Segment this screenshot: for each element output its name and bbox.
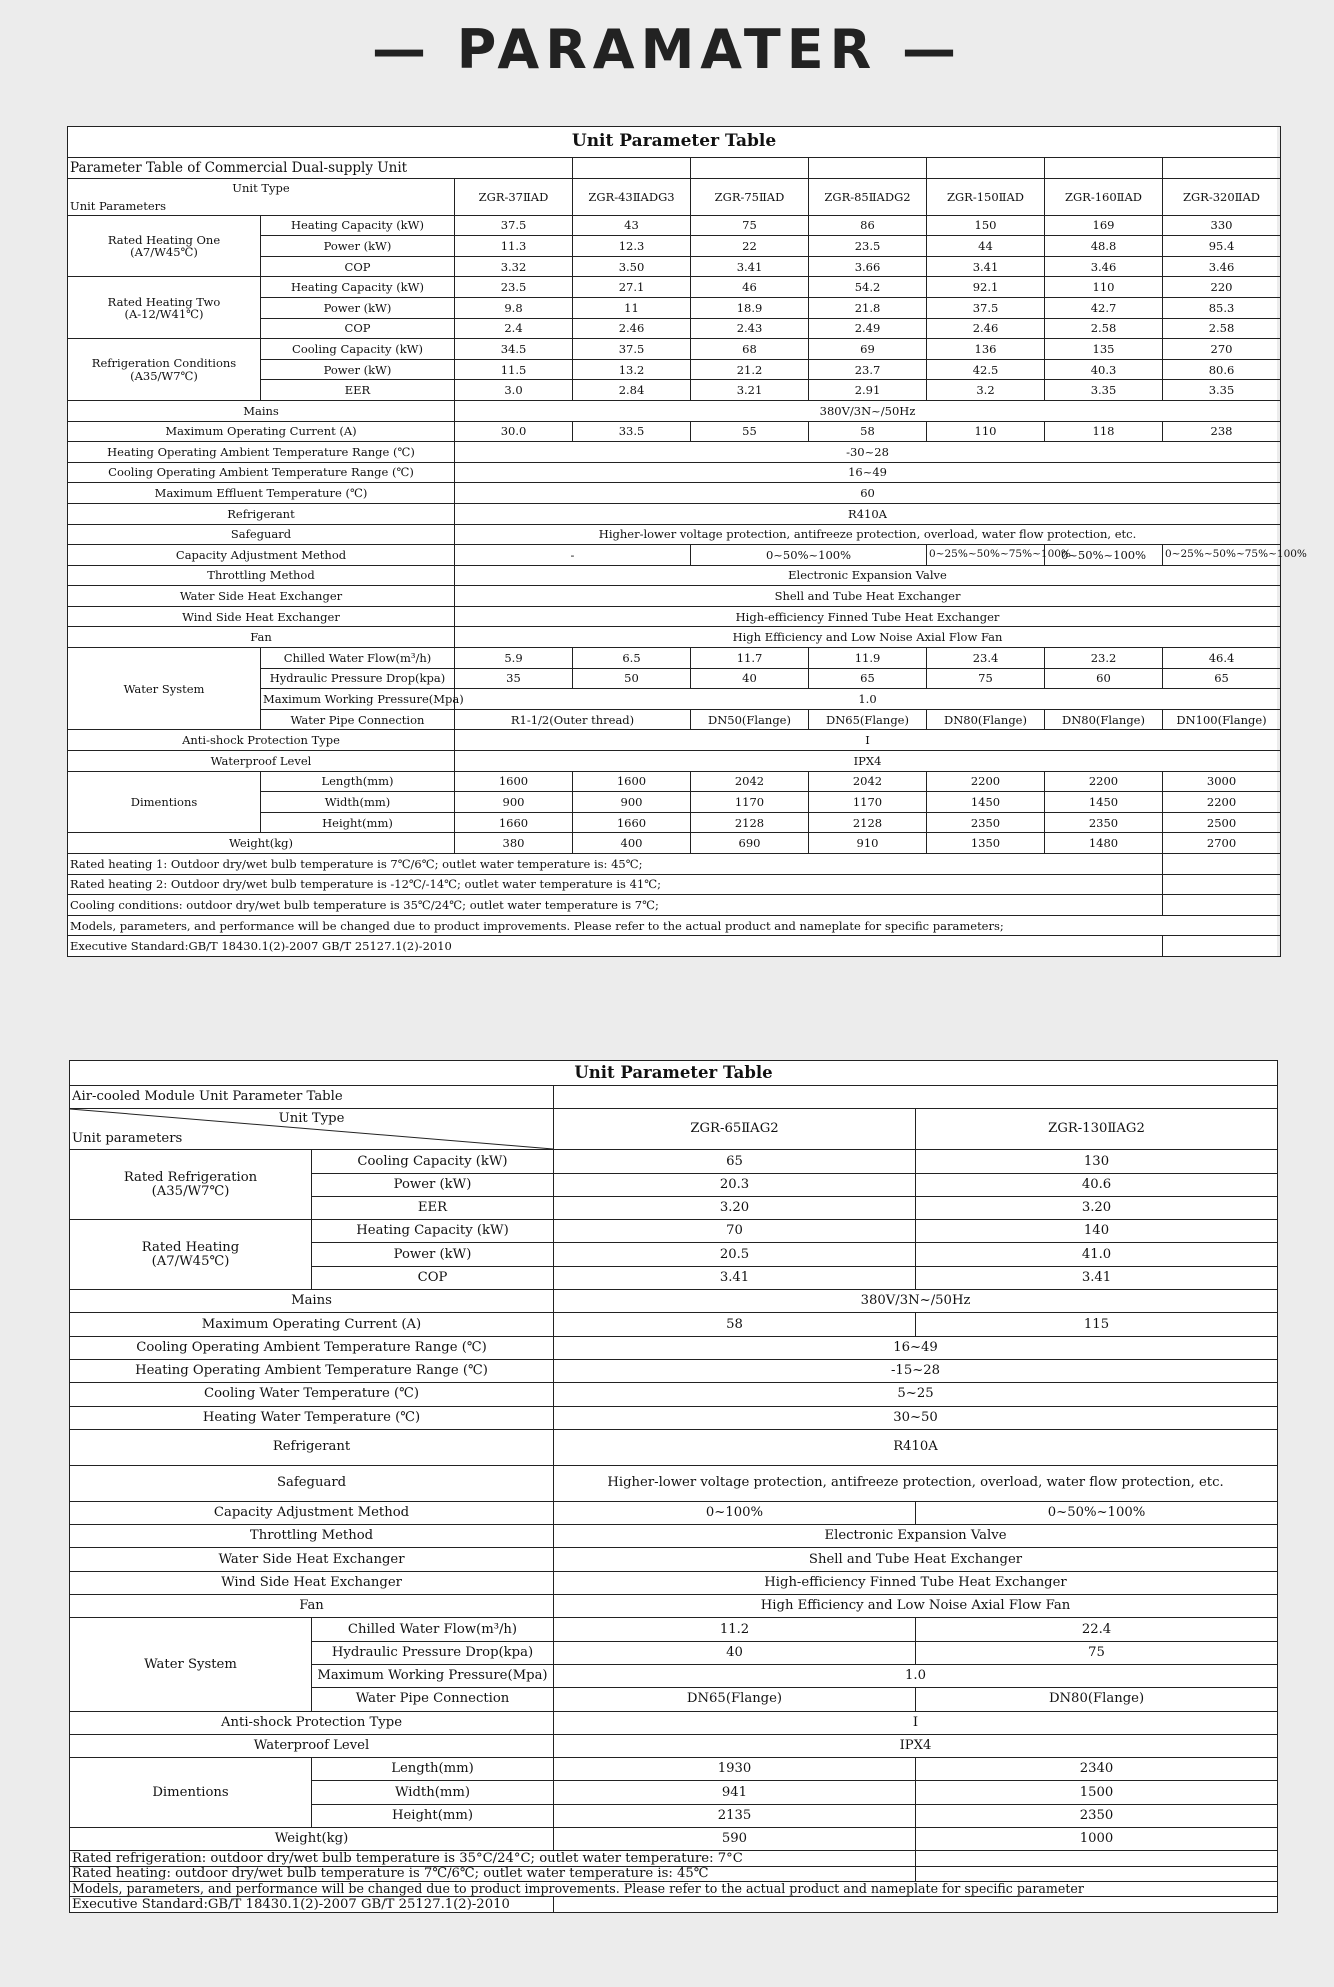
row-label: Width(mm) bbox=[312, 1781, 554, 1804]
value-cell: 3.66 bbox=[809, 256, 927, 277]
value-cell: 2.58 bbox=[1163, 318, 1281, 339]
value-cell: 35 bbox=[455, 668, 573, 689]
blank-cell bbox=[1163, 854, 1281, 875]
footnote: Rated heating 1: Outdoor dry/wet bulb temperature is 7℃/6℃; outlet water temperature is: 45℃; bbox=[68, 854, 1163, 875]
row-label: Cooling Capacity (kW) bbox=[312, 1150, 554, 1173]
value-cell: 2.84 bbox=[573, 380, 691, 401]
value-cell: 95.4 bbox=[1163, 236, 1281, 257]
value-cell: R410A bbox=[554, 1429, 1278, 1465]
value-cell: 23.2 bbox=[1045, 648, 1163, 669]
value-cell: 1350 bbox=[927, 833, 1045, 854]
value-cell: 3.35 bbox=[1163, 380, 1281, 401]
row-label: Water Pipe Connection bbox=[312, 1688, 554, 1711]
value-cell: 136 bbox=[927, 339, 1045, 360]
blank-cell bbox=[1163, 895, 1281, 916]
value-cell: 1000 bbox=[916, 1828, 1278, 1851]
row-label: Maximum Operating Current (A) bbox=[68, 421, 455, 442]
footnote: Models, parameters, and performance will be changed due to product improvements. Please refer to the actual product and nameplate for specific parameters; bbox=[68, 915, 1281, 936]
value-cell: 1660 bbox=[573, 812, 691, 833]
value-cell: 75 bbox=[916, 1641, 1278, 1664]
row-label: Waterproof Level bbox=[70, 1734, 554, 1757]
row-label: Capacity Adjustment Method bbox=[68, 545, 455, 566]
value-cell: 5.9 bbox=[455, 648, 573, 669]
row-label: EER bbox=[261, 380, 455, 401]
value-cell: 40.6 bbox=[916, 1173, 1278, 1196]
unit-type-label: Unit Type bbox=[232, 180, 290, 195]
row-label: Cooling Operating Ambient Temperature Range (℃) bbox=[70, 1336, 554, 1359]
value-cell: 3.32 bbox=[455, 256, 573, 277]
model-header: ZGR-43ⅡADG3 bbox=[573, 178, 691, 215]
value-cell: 900 bbox=[573, 792, 691, 813]
value-cell: 0~50%~100% bbox=[1045, 545, 1163, 566]
value-cell: 42.7 bbox=[1045, 297, 1163, 318]
row-label: Power (kW) bbox=[312, 1243, 554, 1266]
value-cell: 1.0 bbox=[554, 1664, 1278, 1687]
value-cell: Shell and Tube Heat Exchanger bbox=[455, 586, 1281, 607]
air-cooled-module-table bbox=[69, 1060, 1277, 1913]
value-cell: 85.3 bbox=[1163, 297, 1281, 318]
value-cell: 65 bbox=[809, 668, 927, 689]
value-cell: 58 bbox=[554, 1313, 916, 1336]
value-cell: I bbox=[455, 730, 1281, 751]
value-cell: 2500 bbox=[1163, 812, 1281, 833]
row-label: Power (kW) bbox=[312, 1173, 554, 1196]
value-cell: 11.5 bbox=[455, 359, 573, 380]
value-cell: 11 bbox=[573, 297, 691, 318]
row-label: Width(mm) bbox=[261, 792, 455, 813]
value-cell: 55 bbox=[691, 421, 809, 442]
model-header: ZGR-150ⅡAD bbox=[927, 178, 1045, 215]
value-cell: 3.41 bbox=[691, 256, 809, 277]
value-cell: 33.5 bbox=[573, 421, 691, 442]
value-cell: 910 bbox=[809, 833, 927, 854]
value-cell: 2200 bbox=[1163, 792, 1281, 813]
row-label: Water Side Heat Exchanger bbox=[70, 1548, 554, 1571]
value-cell: Electronic Expansion Valve bbox=[554, 1525, 1278, 1548]
value-cell: High-efficiency Finned Tube Heat Exchanger bbox=[554, 1571, 1278, 1594]
row-label: Length(mm) bbox=[261, 771, 455, 792]
value-cell: 42.5 bbox=[927, 359, 1045, 380]
value-cell: 12.3 bbox=[573, 236, 691, 257]
row-label: Safeguard bbox=[68, 524, 455, 545]
value-cell: DN100(Flange) bbox=[1163, 709, 1281, 730]
value-cell: Shell and Tube Heat Exchanger bbox=[554, 1548, 1278, 1571]
value-cell: 23.5 bbox=[455, 277, 573, 298]
table-subtitle: Parameter Table of Commercial Dual-supply Unit bbox=[68, 158, 573, 179]
value-cell: 1.0 bbox=[455, 689, 1281, 710]
value-cell: DN80(Flange) bbox=[916, 1688, 1278, 1711]
value-cell: 27.1 bbox=[573, 277, 691, 298]
row-label: Maximum Working Pressure(Mpa) bbox=[261, 689, 455, 710]
row-label: Safeguard bbox=[70, 1465, 554, 1501]
row-label: Fan bbox=[68, 627, 455, 648]
value-cell: 6.5 bbox=[573, 648, 691, 669]
value-cell: 0~50%~100% bbox=[916, 1501, 1278, 1524]
value-cell: - bbox=[455, 545, 691, 566]
value-cell: 2.49 bbox=[809, 318, 927, 339]
footnote: Executive Standard:GB/T 18430.1(2)-2007 GB/T 25127.1(2)-2010 bbox=[68, 936, 1163, 957]
unit-parameters-label: Unit parameters bbox=[72, 1131, 183, 1147]
row-label: Heating Operating Ambient Temperature Range (℃) bbox=[68, 442, 455, 463]
row-label: Weight(kg) bbox=[68, 833, 455, 854]
value-cell: 941 bbox=[554, 1781, 916, 1804]
value-cell: 1170 bbox=[691, 792, 809, 813]
value-cell: 69 bbox=[809, 339, 927, 360]
value-cell: 80.6 bbox=[1163, 359, 1281, 380]
value-cell: 5~25 bbox=[554, 1383, 1278, 1406]
row-label: Wind Side Heat Exchanger bbox=[68, 606, 455, 627]
row-label: Heating Operating Ambient Temperature Range (℃) bbox=[70, 1359, 554, 1382]
value-cell: 2.46 bbox=[573, 318, 691, 339]
row-label: Maximum Working Pressure(Mpa) bbox=[312, 1664, 554, 1687]
footnote: Executive Standard:GB/T 18430.1(2)-2007 GB/T 25127.1(2)-2010 bbox=[70, 1897, 554, 1912]
value-cell: 2350 bbox=[916, 1804, 1278, 1827]
value-cell: 3.41 bbox=[927, 256, 1045, 277]
row-label: Power (kW) bbox=[261, 359, 455, 380]
table-subtitle: Air-cooled Module Unit Parameter Table bbox=[70, 1086, 554, 1109]
row-label: Cooling Operating Ambient Temperature Range (℃) bbox=[68, 462, 455, 483]
value-cell: 169 bbox=[1045, 215, 1163, 236]
value-cell: 21.8 bbox=[809, 297, 927, 318]
value-cell: -30~28 bbox=[455, 442, 1281, 463]
blank-cell bbox=[554, 1897, 1278, 1912]
value-cell: 2700 bbox=[1163, 833, 1281, 854]
value-cell: 30~50 bbox=[554, 1406, 1278, 1429]
value-cell: 1930 bbox=[554, 1758, 916, 1781]
group-label: Dimentions bbox=[68, 771, 261, 833]
value-cell: 70 bbox=[554, 1220, 916, 1243]
value-cell: Higher-lower voltage protection, antifreeze protection, overload, water flow protection, etc. bbox=[455, 524, 1281, 545]
value-cell: R410A bbox=[455, 503, 1281, 524]
value-cell: High Efficiency and Low Noise Axial Flow Fan bbox=[455, 627, 1281, 648]
value-cell: 86 bbox=[809, 215, 927, 236]
value-cell: 41.0 bbox=[916, 1243, 1278, 1266]
value-cell: 1600 bbox=[573, 771, 691, 792]
table-caption: Unit Parameter Table bbox=[70, 1061, 1278, 1086]
value-cell: 65 bbox=[554, 1150, 916, 1173]
value-cell: 2135 bbox=[554, 1804, 916, 1827]
value-cell: 21.2 bbox=[691, 359, 809, 380]
value-cell: 2200 bbox=[1045, 771, 1163, 792]
value-cell: 2128 bbox=[809, 812, 927, 833]
value-cell: 1480 bbox=[1045, 833, 1163, 854]
value-cell: 1660 bbox=[455, 812, 573, 833]
value-cell: 0~50%~100% bbox=[691, 545, 927, 566]
group-label: Refrigeration Conditions (A35/W7℃) bbox=[68, 339, 261, 401]
value-cell: Higher-lower voltage protection, antifreeze protection, overload, water flow protection, etc. bbox=[554, 1465, 1278, 1501]
value-cell: DN50(Flange) bbox=[691, 709, 809, 730]
value-cell: 380V/3N~/50Hz bbox=[554, 1290, 1278, 1313]
value-cell: 13.2 bbox=[573, 359, 691, 380]
commercial-dual-supply-table bbox=[67, 126, 1307, 957]
value-cell: 2128 bbox=[691, 812, 809, 833]
value-cell: 3.20 bbox=[554, 1196, 916, 1219]
group-label: Rated Heating (A7/W45℃) bbox=[70, 1220, 312, 1290]
footnote: Cooling conditions: outdoor dry/wet bulb temperature is 35℃/24℃; outlet water temperature is 7℃; bbox=[68, 895, 1163, 916]
unit-parameters-label: Unit Parameters bbox=[70, 198, 167, 213]
row-label: Mains bbox=[70, 1290, 554, 1313]
row-label: Hydraulic Pressure Drop(kpa) bbox=[312, 1641, 554, 1664]
value-cell: 30.0 bbox=[455, 421, 573, 442]
blank-cell bbox=[1045, 158, 1163, 179]
value-cell: 115 bbox=[916, 1313, 1278, 1336]
blank-cell bbox=[573, 158, 691, 179]
row-label: Water Pipe Connection bbox=[261, 709, 455, 730]
blank-cell bbox=[1163, 874, 1281, 895]
value-cell: 43 bbox=[573, 215, 691, 236]
group-label: Rated Heating One (A7/W45℃) bbox=[68, 215, 261, 277]
value-cell: DN80(Flange) bbox=[927, 709, 1045, 730]
value-cell: 140 bbox=[916, 1220, 1278, 1243]
value-cell: 18.9 bbox=[691, 297, 809, 318]
value-cell: 11.9 bbox=[809, 648, 927, 669]
value-cell: 380 bbox=[455, 833, 573, 854]
row-label: COP bbox=[261, 256, 455, 277]
value-cell: DN65(Flange) bbox=[554, 1688, 916, 1711]
value-cell: 20.3 bbox=[554, 1173, 916, 1196]
group-label: Water System bbox=[68, 648, 261, 730]
value-cell: 2350 bbox=[927, 812, 1045, 833]
value-cell: 220 bbox=[1163, 277, 1281, 298]
value-cell: 690 bbox=[691, 833, 809, 854]
value-cell: 110 bbox=[927, 421, 1045, 442]
value-cell: 3.2 bbox=[927, 380, 1045, 401]
value-cell: 590 bbox=[554, 1828, 916, 1851]
value-cell: 3.21 bbox=[691, 380, 809, 401]
value-cell: 16~49 bbox=[554, 1336, 1278, 1359]
value-cell: -15~28 bbox=[554, 1359, 1278, 1382]
value-cell: Electronic Expansion Valve bbox=[455, 565, 1281, 586]
row-label: Height(mm) bbox=[312, 1804, 554, 1827]
parameter-table-1 bbox=[67, 126, 1307, 957]
value-cell: 22.4 bbox=[916, 1618, 1278, 1641]
blank-cell bbox=[554, 1086, 1278, 1109]
value-cell: 20.5 bbox=[554, 1243, 916, 1266]
row-label: Refrigerant bbox=[68, 503, 455, 524]
parameter-table-2 bbox=[69, 1060, 1278, 1913]
value-cell: 1450 bbox=[1045, 792, 1163, 813]
value-cell: 75 bbox=[691, 215, 809, 236]
value-cell: 3.35 bbox=[1045, 380, 1163, 401]
value-cell: 2340 bbox=[916, 1758, 1278, 1781]
value-cell: 11.2 bbox=[554, 1618, 916, 1641]
footnote: Rated refrigeration: outdoor dry/wet bulb temperature is 35°C/24°C; outlet water temperature: 7°C bbox=[70, 1851, 916, 1866]
row-label: Hydraulic Pressure Drop(kpa) bbox=[261, 668, 455, 689]
row-label: Mains bbox=[68, 400, 455, 421]
model-header: ZGR-130ⅡAG2 bbox=[916, 1109, 1278, 1150]
blank-cell bbox=[916, 1851, 1278, 1866]
footnote: Rated heating: outdoor dry/wet bulb temperature is 7℃/6℃; outlet water temperature is: 45℃ bbox=[70, 1866, 916, 1881]
row-label: Cooling Capacity (kW) bbox=[261, 339, 455, 360]
value-cell: 48.8 bbox=[1045, 236, 1163, 257]
value-cell: 2200 bbox=[927, 771, 1045, 792]
value-cell: 11.3 bbox=[455, 236, 573, 257]
blank-cell bbox=[916, 1866, 1278, 1881]
row-label: Power (kW) bbox=[261, 236, 455, 257]
value-cell: 1600 bbox=[455, 771, 573, 792]
value-cell: 0~25%~50%~75%~100% bbox=[1163, 545, 1281, 566]
blank-cell bbox=[1163, 158, 1281, 179]
value-cell: IPX4 bbox=[554, 1734, 1278, 1757]
value-cell: 900 bbox=[455, 792, 573, 813]
value-cell: 60 bbox=[455, 483, 1281, 504]
value-cell: 1170 bbox=[809, 792, 927, 813]
row-label: Weight(kg) bbox=[70, 1828, 554, 1851]
row-label: COP bbox=[261, 318, 455, 339]
value-cell: 3.0 bbox=[455, 380, 573, 401]
row-label: Heating Capacity (kW) bbox=[261, 277, 455, 298]
value-cell: DN80(Flange) bbox=[1045, 709, 1163, 730]
row-label: Refrigerant bbox=[70, 1429, 554, 1465]
row-label: Maximum Operating Current (A) bbox=[70, 1313, 554, 1336]
row-label: Water Side Heat Exchanger bbox=[68, 586, 455, 607]
row-label: Fan bbox=[70, 1595, 554, 1618]
value-cell: 1450 bbox=[927, 792, 1045, 813]
value-cell: 22 bbox=[691, 236, 809, 257]
row-label: Chilled Water Flow(m³/h) bbox=[261, 648, 455, 669]
value-cell: 54.2 bbox=[809, 277, 927, 298]
value-cell: 23.7 bbox=[809, 359, 927, 380]
row-label: Throttling Method bbox=[68, 565, 455, 586]
value-cell: 270 bbox=[1163, 339, 1281, 360]
value-cell: 3.20 bbox=[916, 1196, 1278, 1219]
row-label: Anti-shock Protection Type bbox=[68, 730, 455, 751]
value-cell: 3.50 bbox=[573, 256, 691, 277]
value-cell: 23.4 bbox=[927, 648, 1045, 669]
model-header: ZGR-160ⅡAD bbox=[1045, 178, 1163, 215]
value-cell: 2.43 bbox=[691, 318, 809, 339]
value-cell: 118 bbox=[1045, 421, 1163, 442]
value-cell: 75 bbox=[927, 668, 1045, 689]
model-header: ZGR-320ⅡAD bbox=[1163, 178, 1281, 215]
value-cell: 2350 bbox=[1045, 812, 1163, 833]
group-label: Water System bbox=[70, 1618, 312, 1711]
row-label: EER bbox=[312, 1196, 554, 1219]
value-cell: 3.46 bbox=[1163, 256, 1281, 277]
header-diagonal-cell bbox=[70, 1109, 554, 1150]
value-cell: 238 bbox=[1163, 421, 1281, 442]
row-label: Power (kW) bbox=[261, 297, 455, 318]
value-cell: IPX4 bbox=[455, 751, 1281, 772]
value-cell: High-efficiency Finned Tube Heat Exchanger bbox=[455, 606, 1281, 627]
value-cell: 2.58 bbox=[1045, 318, 1163, 339]
value-cell: 68 bbox=[691, 339, 809, 360]
value-cell: 400 bbox=[573, 833, 691, 854]
value-cell: 60 bbox=[1045, 668, 1163, 689]
value-cell: 2.4 bbox=[455, 318, 573, 339]
value-cell: 0~100% bbox=[554, 1501, 916, 1524]
model-header: ZGR-65ⅡAG2 bbox=[554, 1109, 916, 1150]
value-cell: High Efficiency and Low Noise Axial Flow Fan bbox=[554, 1595, 1278, 1618]
model-header: ZGR-37ⅡAD bbox=[455, 178, 573, 215]
row-label: Maximum Effluent Temperature (℃) bbox=[68, 483, 455, 504]
value-cell: 0~25%~50%~75%~100% bbox=[927, 545, 1045, 566]
value-cell: 380V/3N~/50Hz bbox=[455, 400, 1281, 421]
row-label: Cooling Water Temperature (℃) bbox=[70, 1383, 554, 1406]
row-label: Heating Water Temperature (℃) bbox=[70, 1406, 554, 1429]
value-cell: 46.4 bbox=[1163, 648, 1281, 669]
value-cell: 16~49 bbox=[455, 462, 1281, 483]
group-label: Rated Refrigeration (A35/W7℃) bbox=[70, 1150, 312, 1220]
value-cell: 46 bbox=[691, 277, 809, 298]
value-cell: 9.8 bbox=[455, 297, 573, 318]
value-cell: 50 bbox=[573, 668, 691, 689]
row-label: Capacity Adjustment Method bbox=[70, 1501, 554, 1524]
blank-cell bbox=[809, 158, 927, 179]
value-cell: I bbox=[554, 1711, 1278, 1734]
value-cell: 92.1 bbox=[927, 277, 1045, 298]
value-cell: 2.91 bbox=[809, 380, 927, 401]
value-cell: 23.5 bbox=[809, 236, 927, 257]
header-diagonal-cell bbox=[68, 178, 455, 215]
value-cell: 3.46 bbox=[1045, 256, 1163, 277]
value-cell: 3.41 bbox=[916, 1266, 1278, 1289]
value-cell: 110 bbox=[1045, 277, 1163, 298]
model-header: ZGR-85ⅡADG2 bbox=[809, 178, 927, 215]
row-label: Throttling Method bbox=[70, 1525, 554, 1548]
value-cell: 1500 bbox=[916, 1781, 1278, 1804]
model-header: ZGR-75ⅡAD bbox=[691, 178, 809, 215]
value-cell: 130 bbox=[916, 1150, 1278, 1173]
value-cell: 40 bbox=[691, 668, 809, 689]
row-label: Waterproof Level bbox=[68, 751, 455, 772]
value-cell: 34.5 bbox=[455, 339, 573, 360]
value-cell: 40 bbox=[554, 1641, 916, 1664]
value-cell: 3000 bbox=[1163, 771, 1281, 792]
blank-cell bbox=[1163, 936, 1281, 957]
value-cell: 2042 bbox=[691, 771, 809, 792]
footnote: Rated heating 2: Outdoor dry/wet bulb temperature is -12℃/-14℃; outlet water temperature is 41℃; bbox=[68, 874, 1163, 895]
group-label: Dimentions bbox=[70, 1758, 312, 1828]
page-title: — PARAMATER — bbox=[371, 18, 963, 81]
value-cell: 37.5 bbox=[455, 215, 573, 236]
value-cell: 3.41 bbox=[554, 1266, 916, 1289]
value-cell: 11.7 bbox=[691, 648, 809, 669]
unit-type-label: Unit Type bbox=[278, 1111, 345, 1127]
value-cell: 37.5 bbox=[927, 297, 1045, 318]
row-label: COP bbox=[312, 1266, 554, 1289]
group-label: Rated Heating Two (A-12/W41℃) bbox=[68, 277, 261, 339]
row-label: Heating Capacity (kW) bbox=[312, 1220, 554, 1243]
row-label: Chilled Water Flow(m³/h) bbox=[312, 1618, 554, 1641]
blank-cell bbox=[691, 158, 809, 179]
row-label: Heating Capacity (kW) bbox=[261, 215, 455, 236]
value-cell: 2.46 bbox=[927, 318, 1045, 339]
value-cell: 2042 bbox=[809, 771, 927, 792]
blank-cell bbox=[927, 158, 1045, 179]
footnote: Models, parameters, and performance will be changed due to product improvements. Please refer to the actual product and nameplate for specific parameter bbox=[70, 1882, 1278, 1897]
value-cell: 58 bbox=[809, 421, 927, 442]
value-cell: 37.5 bbox=[573, 339, 691, 360]
table-caption: Unit Parameter Table bbox=[68, 127, 1281, 158]
row-label: Wind Side Heat Exchanger bbox=[70, 1571, 554, 1594]
value-cell: DN65(Flange) bbox=[809, 709, 927, 730]
row-label: Length(mm) bbox=[312, 1758, 554, 1781]
value-cell: 150 bbox=[927, 215, 1045, 236]
value-cell: 44 bbox=[927, 236, 1045, 257]
value-cell: 65 bbox=[1163, 668, 1281, 689]
row-label: Height(mm) bbox=[261, 812, 455, 833]
row-label: Anti-shock Protection Type bbox=[70, 1711, 554, 1734]
value-cell: 40.3 bbox=[1045, 359, 1163, 380]
value-cell: 135 bbox=[1045, 339, 1163, 360]
value-cell: 330 bbox=[1163, 215, 1281, 236]
value-cell: R1-1/2(Outer thread) bbox=[455, 709, 691, 730]
